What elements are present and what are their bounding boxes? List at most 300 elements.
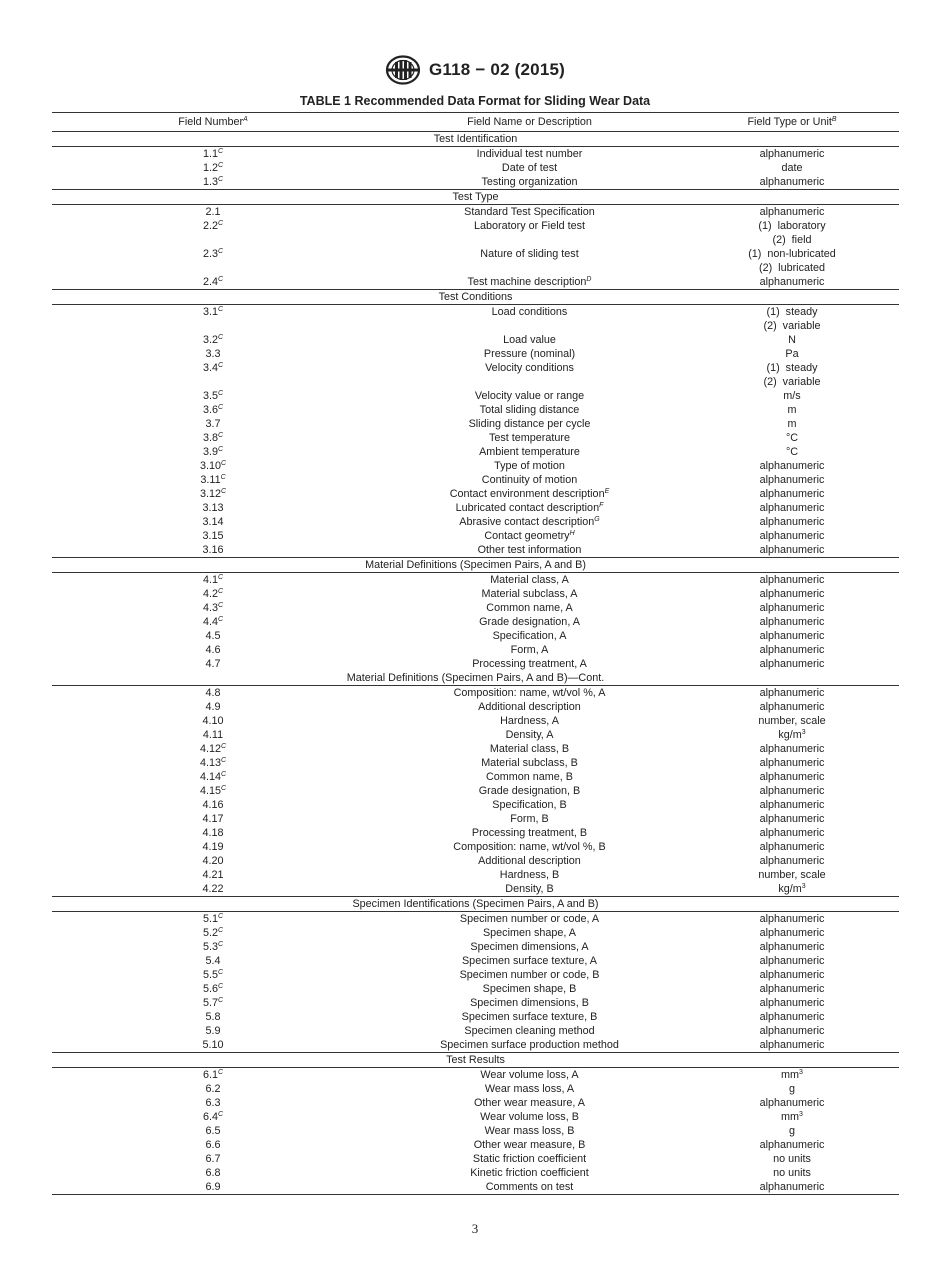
field-type-text: alphanumeric xyxy=(759,1025,825,1037)
field-name-cell xyxy=(374,912,685,927)
field-name-cell xyxy=(374,501,685,515)
field-type-cell xyxy=(685,305,899,334)
table-row xyxy=(52,1180,899,1195)
field-type xyxy=(685,175,899,189)
footnote-marker: C xyxy=(217,446,224,453)
field-type xyxy=(685,784,899,798)
field-type xyxy=(685,1068,899,1082)
field-type xyxy=(685,686,899,700)
field-type-text: alphanumeric xyxy=(759,799,825,811)
field-name-cell xyxy=(374,629,685,643)
field-name: Ambient temperature xyxy=(479,446,580,458)
field-name-cell xyxy=(374,361,685,389)
table-row xyxy=(52,784,899,798)
field-number: 4.21 xyxy=(202,869,224,881)
field-name-cell xyxy=(374,275,685,290)
field-name-cell xyxy=(374,543,685,558)
table-row xyxy=(52,361,899,389)
table-row xyxy=(52,147,899,162)
field-name: Type of motion xyxy=(494,460,565,472)
field-type xyxy=(685,361,899,375)
document-title: G118 − 02 (2015) xyxy=(429,60,565,79)
unit-exponent: 3 xyxy=(799,1069,803,1076)
field-number-cell xyxy=(52,175,374,190)
column-header-field-name: Field Name or Description xyxy=(467,116,592,128)
field-name: Lubricated contact description xyxy=(455,502,600,514)
field-type-cell xyxy=(685,1180,899,1195)
field-name: Specification, A xyxy=(492,630,567,642)
field-name-cell xyxy=(374,473,685,487)
field-number: 3.7 xyxy=(205,418,221,430)
field-number-cell xyxy=(52,812,374,826)
field-number-cell xyxy=(52,629,374,643)
field-name: Processing treatment, A xyxy=(472,658,587,670)
field-number: 6.6 xyxy=(205,1139,221,1151)
field-type-cell xyxy=(685,657,899,671)
field-name: Common name, A xyxy=(486,602,573,614)
field-type xyxy=(685,147,899,161)
field-name-cell xyxy=(374,1180,685,1195)
field-type-option: (2) field xyxy=(772,234,812,246)
field-type-text: (1) laboratory xyxy=(758,220,826,232)
field-number: 6.1 xyxy=(202,1069,218,1081)
field-type-cell xyxy=(685,714,899,728)
table-row xyxy=(52,714,899,728)
field-number: 4.9 xyxy=(205,701,221,713)
field-type-text: alphanumeric xyxy=(759,206,825,218)
field-type xyxy=(685,954,899,968)
field-number-cell xyxy=(52,700,374,714)
field-type xyxy=(685,1096,899,1110)
field-type-text: alphanumeric xyxy=(759,785,825,797)
data-format-table xyxy=(52,112,899,1195)
unit-exponent: 3 xyxy=(801,729,806,736)
field-number-cell xyxy=(52,529,374,543)
field-number: 5.2 xyxy=(202,927,218,939)
field-number: 6.5 xyxy=(205,1125,221,1137)
field-name-cell xyxy=(374,1110,685,1124)
table-row xyxy=(52,996,899,1010)
field-name: Static friction coefficient xyxy=(472,1153,587,1165)
field-type-cell xyxy=(685,1038,899,1053)
field-name: Individual test number xyxy=(476,148,583,160)
field-number-cell xyxy=(52,1138,374,1152)
table-row xyxy=(52,1110,899,1124)
field-type xyxy=(685,643,899,657)
footnote-marker: C xyxy=(217,220,224,227)
field-type-text: (1) steady xyxy=(766,306,818,318)
field-type-text: alphanumeric xyxy=(759,1181,825,1193)
field-type xyxy=(685,431,899,445)
field-name-cell xyxy=(374,798,685,812)
field-type-text: alphanumeric xyxy=(759,544,825,556)
field-number: 3.16 xyxy=(202,544,224,556)
field-type-text: alphanumeric xyxy=(759,530,825,542)
field-type xyxy=(685,882,899,896)
section-heading-row xyxy=(52,1053,899,1068)
section-heading: Test Identification xyxy=(433,133,518,145)
field-type xyxy=(685,529,899,543)
field-type xyxy=(685,1124,899,1138)
table-row xyxy=(52,473,899,487)
field-type-cell xyxy=(685,968,899,982)
table-row xyxy=(52,954,899,968)
field-type-cell xyxy=(685,1166,899,1180)
field-number: 2.3 xyxy=(202,248,218,260)
field-name-cell xyxy=(374,840,685,854)
table-row xyxy=(52,417,899,431)
field-type xyxy=(685,305,899,319)
field-name-cell xyxy=(374,1038,685,1053)
field-type-text: kg/m xyxy=(778,729,802,741)
footnote-marker: C xyxy=(217,306,224,313)
field-type-cell xyxy=(685,1138,899,1152)
field-type xyxy=(685,543,899,557)
field-type-cell xyxy=(685,389,899,403)
field-type-cell xyxy=(685,587,899,601)
field-name-cell xyxy=(374,431,685,445)
footnote-marker: C xyxy=(217,602,224,609)
table-row xyxy=(52,515,899,529)
table-row xyxy=(52,389,899,403)
field-type-text: °C xyxy=(785,432,799,444)
field-type-cell xyxy=(685,175,899,190)
table-row xyxy=(52,940,899,954)
field-number: 4.2 xyxy=(202,588,218,600)
field-number-cell xyxy=(52,854,374,868)
field-type xyxy=(685,798,899,812)
field-type xyxy=(685,403,899,417)
field-type xyxy=(685,982,899,996)
field-type xyxy=(685,473,899,487)
footnote-marker: C xyxy=(217,404,224,411)
field-number: 4.6 xyxy=(205,644,221,656)
field-number: 6.3 xyxy=(205,1097,221,1109)
field-name-cell xyxy=(374,529,685,543)
field-number-cell xyxy=(52,686,374,701)
field-type xyxy=(685,1166,899,1180)
field-type-cell xyxy=(685,868,899,882)
field-type-text: alphanumeric xyxy=(759,176,825,188)
field-type xyxy=(685,347,899,361)
field-type-text: Pa xyxy=(785,348,799,360)
field-name: Specimen dimensions, A xyxy=(470,941,589,953)
footnote-marker: C xyxy=(220,757,227,764)
field-type-cell xyxy=(685,912,899,927)
field-number-cell xyxy=(52,615,374,629)
field-type-text: alphanumeric xyxy=(759,630,825,642)
field-type-text: alphanumeric xyxy=(759,743,825,755)
field-name: Kinetic friction coefficient xyxy=(470,1167,589,1179)
field-type-cell xyxy=(685,756,899,770)
field-number: 4.16 xyxy=(202,799,224,811)
table-row xyxy=(52,1068,899,1083)
field-type-text: alphanumeric xyxy=(759,1139,825,1151)
field-name: Specification, B xyxy=(492,799,567,811)
field-type-text: mm xyxy=(781,1111,800,1123)
table-row xyxy=(52,756,899,770)
field-type xyxy=(685,515,899,529)
field-name: Composition: name, wt/vol %, A xyxy=(453,687,606,699)
field-number-cell xyxy=(52,657,374,671)
field-number-cell xyxy=(52,882,374,897)
field-number-cell xyxy=(52,587,374,601)
field-type-cell xyxy=(685,247,899,275)
field-type-text: g xyxy=(788,1125,795,1137)
field-type-cell xyxy=(685,147,899,162)
field-type-cell xyxy=(685,431,899,445)
field-name-cell xyxy=(374,459,685,473)
field-number-cell xyxy=(52,601,374,615)
field-name-cell xyxy=(374,445,685,459)
field-type xyxy=(685,728,899,742)
field-name: Specimen shape, B xyxy=(482,983,577,995)
footnote-marker: C xyxy=(217,276,224,283)
field-number-cell xyxy=(52,912,374,927)
field-name: Material subclass, A xyxy=(481,588,578,600)
field-type xyxy=(685,1110,899,1124)
field-type-text: alphanumeric xyxy=(759,602,825,614)
field-type-text: no units xyxy=(773,1167,811,1179)
field-number: 3.15 xyxy=(202,530,224,542)
table-row xyxy=(52,657,899,671)
footnote-marker: C xyxy=(217,162,224,169)
field-name: Hardness, A xyxy=(500,715,559,727)
table-row xyxy=(52,882,899,897)
field-type-text: alphanumeric xyxy=(759,701,825,713)
field-type xyxy=(685,161,899,175)
field-type xyxy=(685,587,899,601)
table-row xyxy=(52,798,899,812)
table-row xyxy=(52,770,899,784)
footnote-marker: E xyxy=(604,488,610,495)
field-type-cell xyxy=(685,473,899,487)
field-name-cell xyxy=(374,403,685,417)
table-row xyxy=(52,1138,899,1152)
field-number-cell xyxy=(52,147,374,162)
field-number: 4.12 xyxy=(199,743,221,755)
field-type xyxy=(685,459,899,473)
field-number: 5.8 xyxy=(205,1011,221,1023)
field-type xyxy=(685,1038,899,1052)
field-name: Test temperature xyxy=(488,432,570,444)
table-row xyxy=(52,529,899,543)
field-type-cell xyxy=(685,205,899,220)
field-type-option: (2) variable xyxy=(763,320,821,332)
field-number-cell xyxy=(52,868,374,882)
table-row xyxy=(52,1082,899,1096)
column-header-field-type: Field Type or Unit$^B$ xyxy=(747,116,837,128)
field-type-cell xyxy=(685,501,899,515)
field-type-cell xyxy=(685,543,899,558)
field-number-cell xyxy=(52,1082,374,1096)
table-title: TABLE 1 Recommended Data Format for Sliding Wear Data xyxy=(299,94,651,108)
field-number: 4.11 xyxy=(202,729,224,741)
table-row xyxy=(52,742,899,756)
field-name-cell xyxy=(374,1166,685,1180)
field-number-cell xyxy=(52,431,374,445)
field-name-cell xyxy=(374,487,685,501)
field-name: Form, B xyxy=(510,813,549,825)
field-type-cell xyxy=(685,643,899,657)
field-type-cell xyxy=(685,1082,899,1096)
field-number: 4.1 xyxy=(202,574,218,586)
footnote-marker: C xyxy=(220,743,227,750)
table-row xyxy=(52,161,899,175)
field-type-text: alphanumeric xyxy=(759,771,825,783)
field-name: Specimen surface production method xyxy=(440,1039,619,1051)
field-type xyxy=(685,501,899,515)
field-type-cell xyxy=(685,1124,899,1138)
field-number-cell xyxy=(52,728,374,742)
section-heading: Material Definitions (Specimen Pairs, A and B) xyxy=(365,559,586,571)
table-row xyxy=(52,573,899,588)
field-number: 4.22 xyxy=(202,883,224,895)
field-type xyxy=(685,912,899,926)
field-name: Nature of sliding test xyxy=(480,248,579,260)
field-number: 2.1 xyxy=(205,206,221,218)
page-number: 3 xyxy=(471,1221,479,1236)
field-name: Processing treatment, B xyxy=(471,827,588,839)
field-type-text: alphanumeric xyxy=(759,983,825,995)
section-heading: Specimen Identifications (Specimen Pairs, A and B) xyxy=(352,898,599,910)
table-row xyxy=(52,601,899,615)
field-name: Specimen surface texture, B xyxy=(461,1011,598,1023)
field-type-cell xyxy=(685,798,899,812)
footnote-marker: C xyxy=(217,1111,224,1118)
footnote-marker: C xyxy=(220,460,227,467)
table-row xyxy=(52,629,899,643)
field-number: 3.3 xyxy=(205,348,221,360)
field-number: 3.8 xyxy=(202,432,218,444)
field-number: 3.4 xyxy=(202,362,218,374)
field-type-text: date xyxy=(781,162,803,174)
field-name-cell xyxy=(374,573,685,588)
field-type-cell xyxy=(685,954,899,968)
field-name: Sliding distance per cycle xyxy=(468,418,591,430)
field-name: Hardness, B xyxy=(499,869,560,881)
field-type xyxy=(685,601,899,615)
field-type xyxy=(685,968,899,982)
field-type-text: alphanumeric xyxy=(759,516,825,528)
field-number-cell xyxy=(52,543,374,558)
table-row xyxy=(52,459,899,473)
field-number: 6.9 xyxy=(205,1181,221,1193)
field-type xyxy=(685,573,899,587)
field-type-cell xyxy=(685,1068,899,1083)
field-type-cell xyxy=(685,940,899,954)
field-type-text: °C xyxy=(785,446,799,458)
field-type-cell xyxy=(685,784,899,798)
table-row xyxy=(52,926,899,940)
field-name-cell xyxy=(374,305,685,334)
field-number-cell xyxy=(52,347,374,361)
field-name-cell xyxy=(374,1010,685,1024)
field-number-cell xyxy=(52,1110,374,1124)
field-name-cell xyxy=(374,968,685,982)
field-type xyxy=(685,700,899,714)
field-type-text: no units xyxy=(773,1153,811,1165)
field-name: Comments on test xyxy=(485,1181,574,1193)
field-name-cell xyxy=(374,161,685,175)
field-name: Wear mass loss, B xyxy=(484,1125,575,1137)
field-type-cell xyxy=(685,840,899,854)
field-name: Laboratory or Field test xyxy=(473,220,586,232)
field-number: 3.2 xyxy=(202,334,218,346)
field-type xyxy=(685,205,899,219)
field-type-cell xyxy=(685,459,899,473)
field-type-cell xyxy=(685,515,899,529)
field-type-cell xyxy=(685,812,899,826)
field-number: 4.19 xyxy=(202,841,224,853)
field-name: Wear volume loss, A xyxy=(480,1069,579,1081)
footnote-marker: C xyxy=(217,983,224,990)
field-number: 6.4 xyxy=(202,1111,218,1123)
field-name-cell xyxy=(374,940,685,954)
field-number: 4.5 xyxy=(205,630,221,642)
field-number: 4.15 xyxy=(199,785,221,797)
field-type-cell xyxy=(685,728,899,742)
field-type-cell xyxy=(685,161,899,175)
field-name-cell xyxy=(374,686,685,701)
field-name-cell xyxy=(374,926,685,940)
table-row xyxy=(52,700,899,714)
footnote-marker: C xyxy=(220,785,227,792)
field-type-text: number, scale xyxy=(758,715,826,727)
field-name-cell xyxy=(374,205,685,220)
table-row xyxy=(52,347,899,361)
field-type-text: alphanumeric xyxy=(759,1011,825,1023)
field-name: Specimen cleaning method xyxy=(464,1025,595,1037)
field-type xyxy=(685,1082,899,1096)
field-number: 4.18 xyxy=(202,827,224,839)
field-type xyxy=(685,1152,899,1166)
field-name: Test machine description xyxy=(467,276,587,288)
field-number: 5.7 xyxy=(202,997,218,1009)
field-number: 2.2 xyxy=(202,220,218,232)
field-name: Contact environment description xyxy=(449,488,605,500)
field-name: Specimen surface texture, A xyxy=(461,955,598,967)
field-type-text: alphanumeric xyxy=(759,616,825,628)
field-type-cell xyxy=(685,219,899,247)
footnote-marker: C xyxy=(217,1069,224,1076)
section-heading: Test Type xyxy=(452,191,499,203)
field-number: 4.7 xyxy=(205,658,221,670)
field-name-cell xyxy=(374,515,685,529)
table-row xyxy=(52,854,899,868)
field-type-cell xyxy=(685,926,899,940)
table-row xyxy=(52,1010,899,1024)
field-name-cell xyxy=(374,1082,685,1096)
table-header xyxy=(52,113,899,132)
field-type-text: alphanumeric xyxy=(759,997,825,1009)
field-type xyxy=(685,615,899,629)
field-number: 3.13 xyxy=(202,502,224,514)
footnote-marker: C xyxy=(217,588,224,595)
field-name-cell xyxy=(374,770,685,784)
table-row xyxy=(52,205,899,220)
field-name-cell xyxy=(374,996,685,1010)
field-name: Density, B xyxy=(505,883,554,895)
field-type-cell xyxy=(685,403,899,417)
field-type xyxy=(685,275,899,289)
footnote-marker: C xyxy=(217,148,224,155)
field-number: 4.3 xyxy=(202,602,218,614)
field-type xyxy=(685,812,899,826)
field-type-cell xyxy=(685,629,899,643)
field-name-cell xyxy=(374,826,685,840)
footnote-marker: D xyxy=(586,276,592,283)
